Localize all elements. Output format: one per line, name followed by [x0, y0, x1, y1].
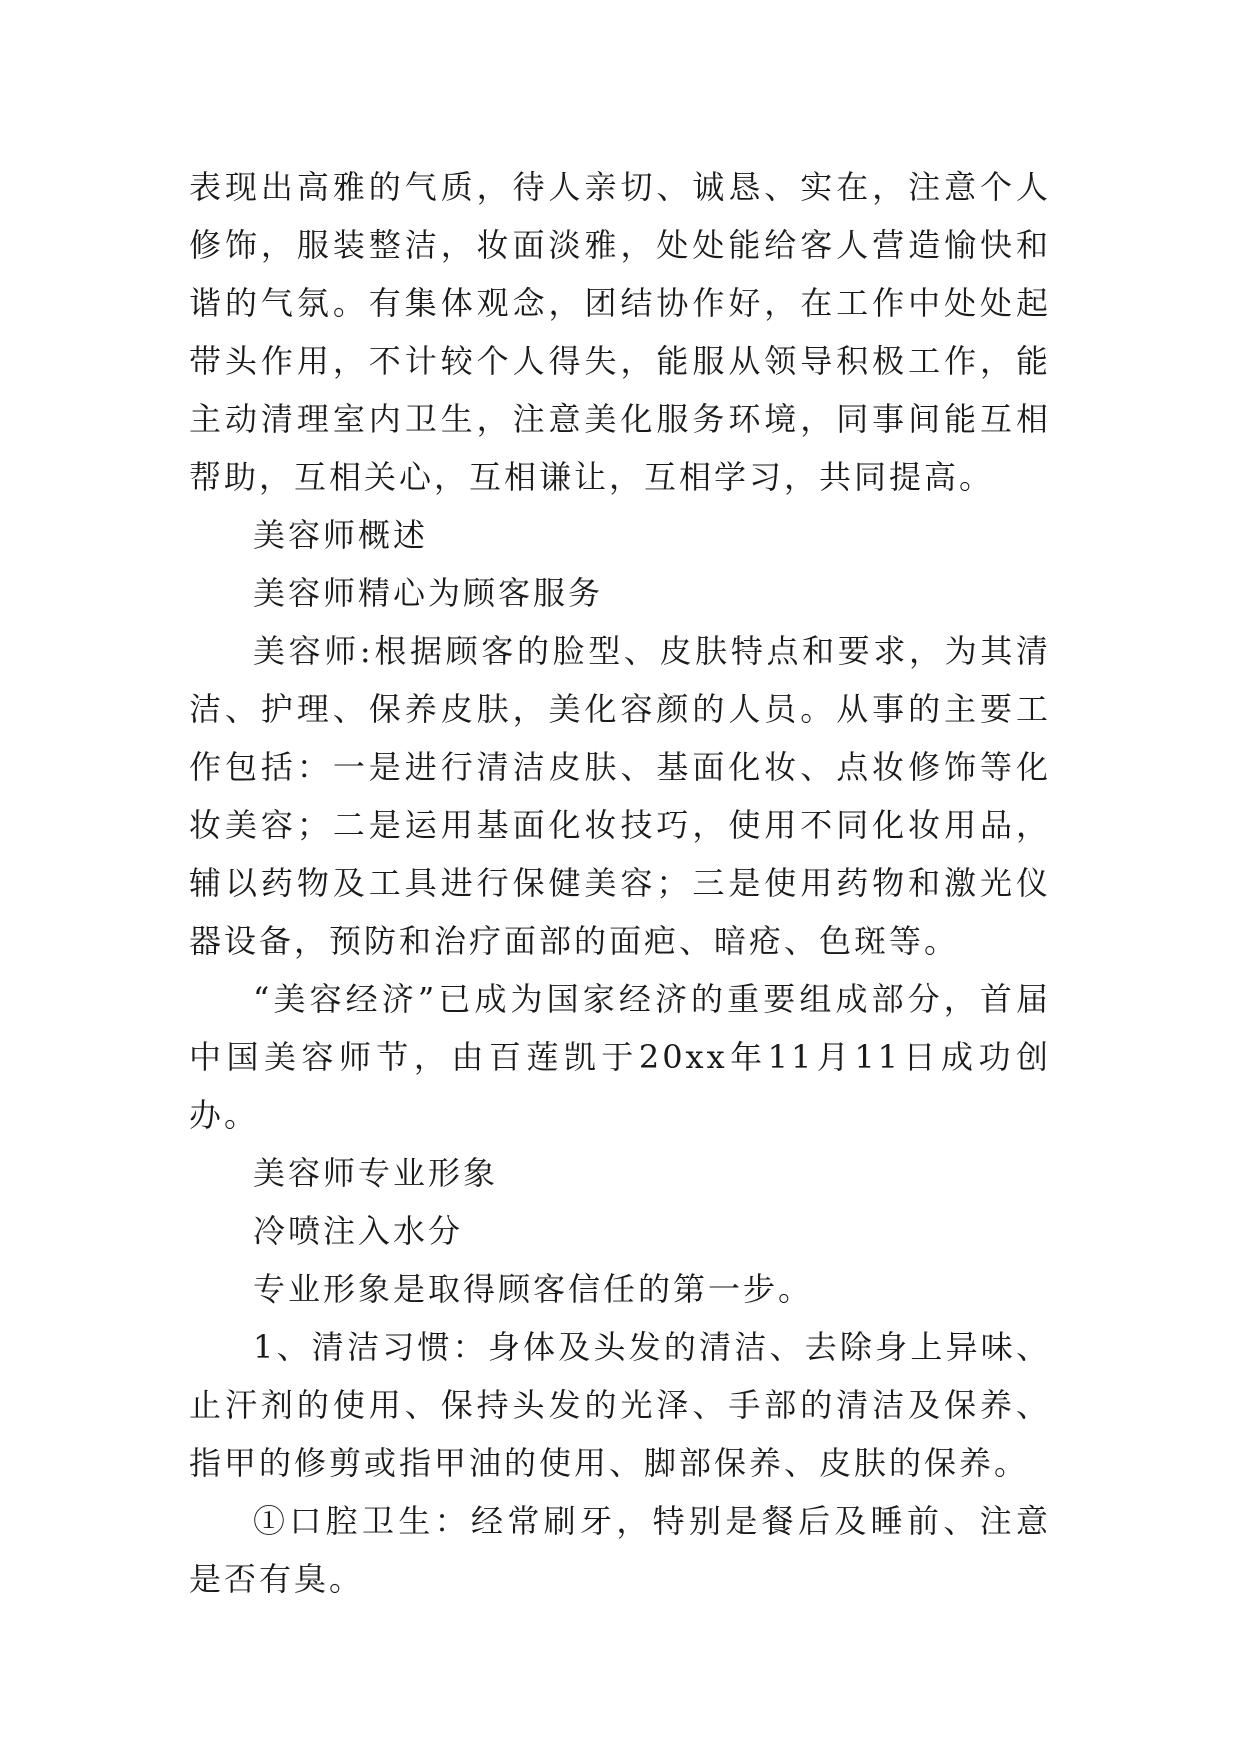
paragraph-first-step: 专业形象是取得顾客信任的第一步。 [253, 1270, 814, 1308]
paragraph-continuation: 表现出高雅的气质，待人亲切、诚恳、实在，注意个人修饰，服装整洁，妆面淡雅，处处能给客人营造愉快和谐的气氛。有集体观念，团结协作好，在工作中处处起带头作用，不计较个人得失，能服从领导积极工作，能主动清理室内卫生，注意美化服务环境，同事间能互相帮助，互相关心，互相谦让，互相学习，共同提高。 [189, 168, 1051, 496]
subheading-cold-spray: 冷喷注入水分 [253, 1212, 464, 1250]
heading-professional-image: 美容师专业形象 [253, 1154, 499, 1192]
paragraph-oral-hygiene: ①口腔卫生：经常刷牙，特别是餐后及睡前、注意是否有臭。 [189, 1502, 1051, 1598]
paragraph-definition: 美容师:根据顾客的脸型、皮肤特点和要求，为其清洁、护理、保养皮肤，美化容颜的人员。从事的主要工作包括：一是进行清洁皮肤、基面化妆、点妆修饰等化妆美容；二是运用基面化妆技巧，使用不同化妆用品，辅以药物及工具进行保健美容；三是使用药物和激光仪器设备，预防和治疗面部的面疤、暗疮、色斑等。 [189, 632, 1051, 960]
paragraph-beauty-economy: “美容经济”已成为国家经济的重要组成部分，首届中国美容师节，由百莲凯于20xx年11月11日成功创办。 [189, 980, 1051, 1134]
subheading-service: 美容师精心为顾客服务 [253, 574, 604, 612]
document-body [189, 158, 1051, 1608]
heading-overview: 美容师概述 [253, 516, 429, 554]
paragraph-cleaning-habits: 1、清洁习惯：身体及头发的清洁、去除身上异味、止汗剂的使用、保持头发的光泽、手部的清洁及保养、指甲的修剪或指甲油的使用、脚部保养、皮肤的保养。 [189, 1328, 1051, 1482]
